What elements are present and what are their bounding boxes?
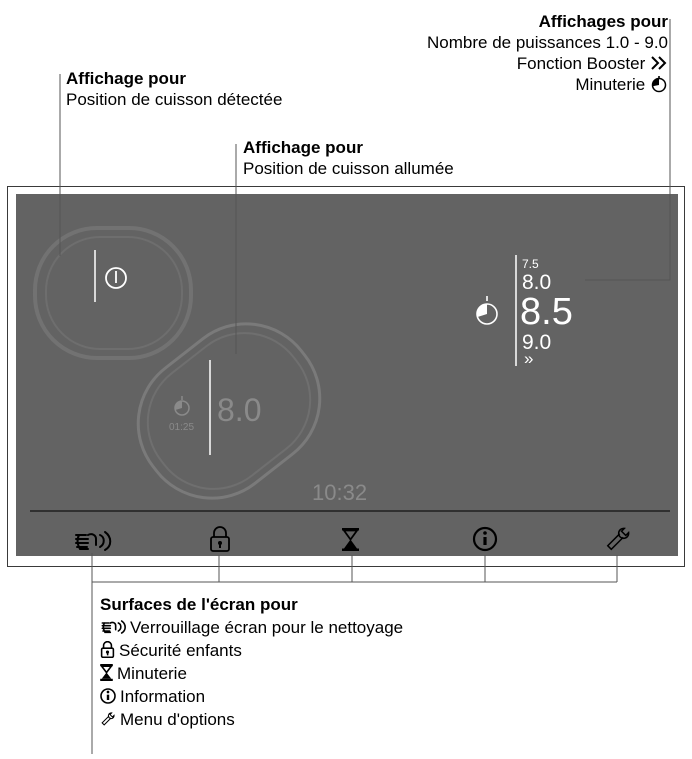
scale-value-8-0[interactable]: 8.0 xyxy=(522,271,552,294)
scale-value-7-5[interactable]: 7.5 xyxy=(522,257,539,271)
timer-icon xyxy=(650,75,668,93)
callout-power xyxy=(427,11,668,95)
legend-item-info xyxy=(100,685,403,708)
legend-item-timer-label: Minuterie xyxy=(117,664,187,683)
booster-scale-icon[interactable]: » xyxy=(524,349,534,368)
callout-detected-text: Position de cuisson détectée xyxy=(66,90,283,109)
callout-power-line3: Minuterie xyxy=(575,75,646,94)
info-icon xyxy=(100,688,116,704)
legend-item-info-label: Information xyxy=(120,687,206,706)
legend-item-child-lock xyxy=(100,639,403,662)
callout-detected xyxy=(66,68,282,110)
lock-icon xyxy=(100,641,115,658)
scale-value-8-5[interactable]: 8.5 xyxy=(520,291,573,333)
zone-power-value[interactable]: 8.0 xyxy=(217,392,262,428)
legend-item-options xyxy=(100,708,403,731)
callout-power-title: Affichages pour xyxy=(538,12,668,31)
legend-item-options-label: Menu d'options xyxy=(120,710,235,729)
callout-detected-title: Affichage pour xyxy=(66,69,186,88)
callout-power-line2: Fonction Booster xyxy=(516,54,646,73)
legend xyxy=(100,593,403,731)
hourglass-icon xyxy=(100,664,113,681)
legend-item-child-lock-label: Sécurité enfants xyxy=(119,641,242,660)
legend-item-cleaning-label: Verrouillage écran pour le nettoyage xyxy=(130,618,404,637)
callout-on-text: Position de cuisson allumée xyxy=(243,159,454,178)
legend-item-cleaning xyxy=(100,616,403,639)
callout-on-title: Affichage pour xyxy=(243,138,363,157)
zone-timer-value: 01:25 xyxy=(169,422,195,433)
wrench-icon xyxy=(100,711,116,727)
legend-title: Surfaces de l'écran pour xyxy=(100,595,298,614)
hand-wipe-icon xyxy=(100,619,126,635)
clock-display: 10:32 xyxy=(312,480,368,505)
callout-on xyxy=(243,137,454,179)
callout-power-line1: Nombre de puissances 1.0 - 9.0 xyxy=(427,33,668,52)
scale-value-9-0[interactable]: 9.0 xyxy=(522,331,552,354)
booster-icon xyxy=(650,55,668,71)
legend-item-timer xyxy=(100,662,403,685)
